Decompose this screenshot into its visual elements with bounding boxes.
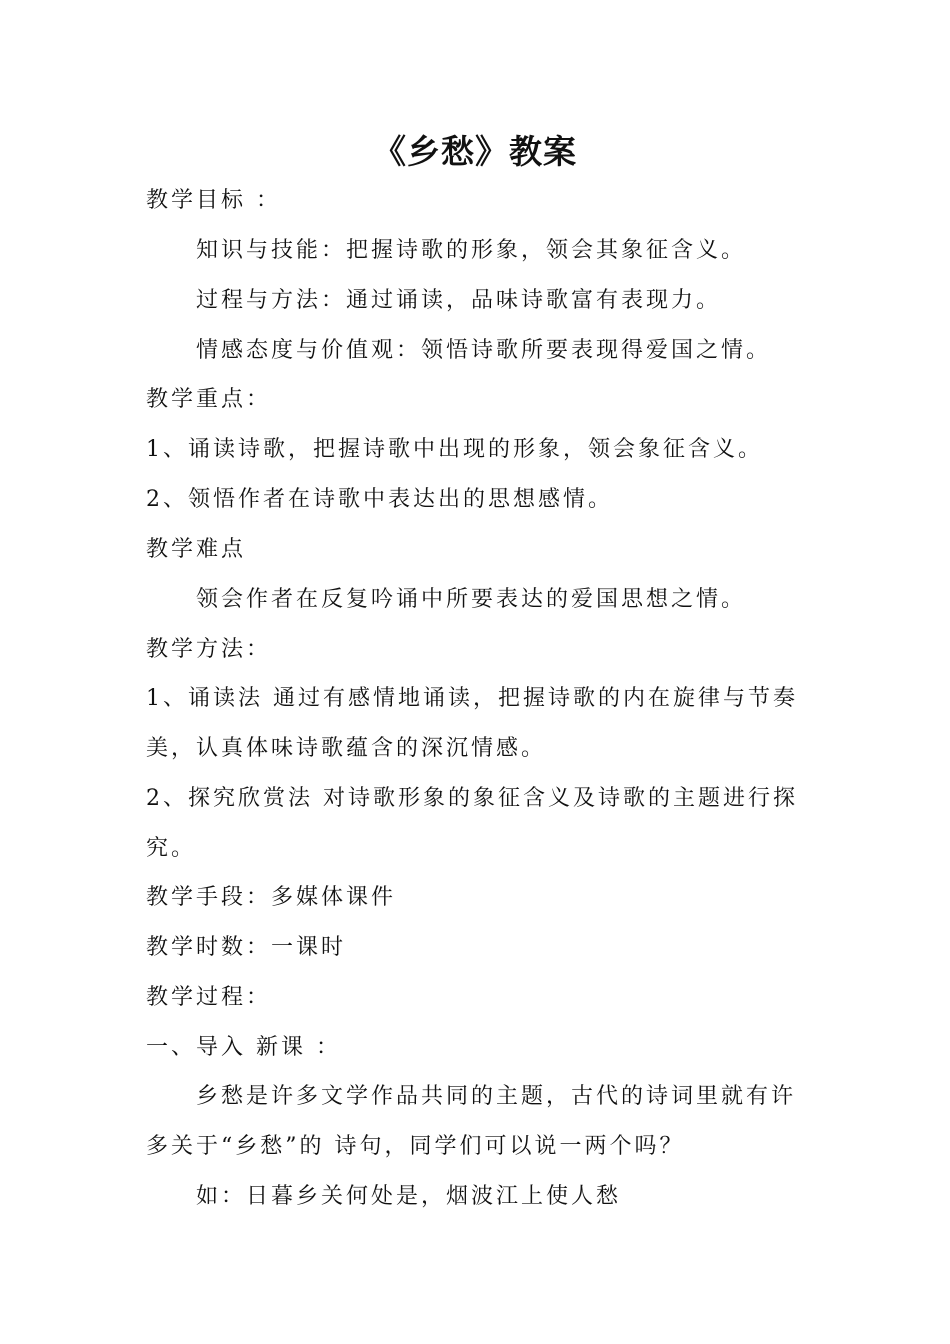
goal-process: 过程与方法：通过诵读，品味诗歌富有表现力。 (196, 288, 722, 313)
document-title: 《乡愁》教案 (373, 132, 577, 171)
goal-knowledge: 知识与技能：把握诗歌的形象，领会其象征含义。 (196, 238, 747, 263)
heading-difficulties: 教学难点 (146, 537, 247, 562)
heading-key-points: 教学重点： (146, 387, 272, 412)
difficulty-text: 领会作者在反复吟诵中所要表达的爱国思想之情。 (196, 587, 747, 612)
intro-paragraph-line-2: 多关于“乡愁”的 诗句，同学们可以说一两个吗？ (146, 1134, 685, 1159)
teaching-hours: 教学时数：一课时 (146, 935, 347, 960)
key-point-2: 2、领悟作者在诗歌中表达出的思想感情。 (146, 487, 613, 512)
intro-paragraph-line-1: 乡愁是许多文学作品共同的主题，古代的诗词里就有许 (196, 1084, 797, 1109)
heading-process: 教学过程： (146, 985, 272, 1010)
heading-teaching-goals: 教学目标 ： (146, 188, 281, 213)
method-2-line-1: 2、探究欣赏法 对诗歌形象的象征含义及诗歌的主题进行探 (146, 786, 798, 811)
teaching-means: 教学手段：多媒体课件 (146, 885, 397, 910)
goal-emotion: 情感态度与价值观：领悟诗歌所要表现得爱国之情。 (196, 338, 772, 363)
heading-methods: 教学方法： (146, 637, 272, 662)
section-intro: 一、导入 新课 ： (146, 1035, 341, 1060)
method-1-line-1: 1、诵读法 通过有感情地诵读，把握诗歌的内在旋律与节奏 (146, 686, 798, 711)
method-2-line-2: 究。 (146, 836, 197, 861)
key-point-1: 1、诵读诗歌，把握诗歌中出现的形象，领会象征含义。 (146, 437, 763, 462)
method-1-line-2: 美，认真体味诗歌蕴含的深沉情感。 (146, 736, 547, 761)
intro-example: 如：日暮乡关何处是，烟波江上使人愁 (196, 1184, 622, 1209)
